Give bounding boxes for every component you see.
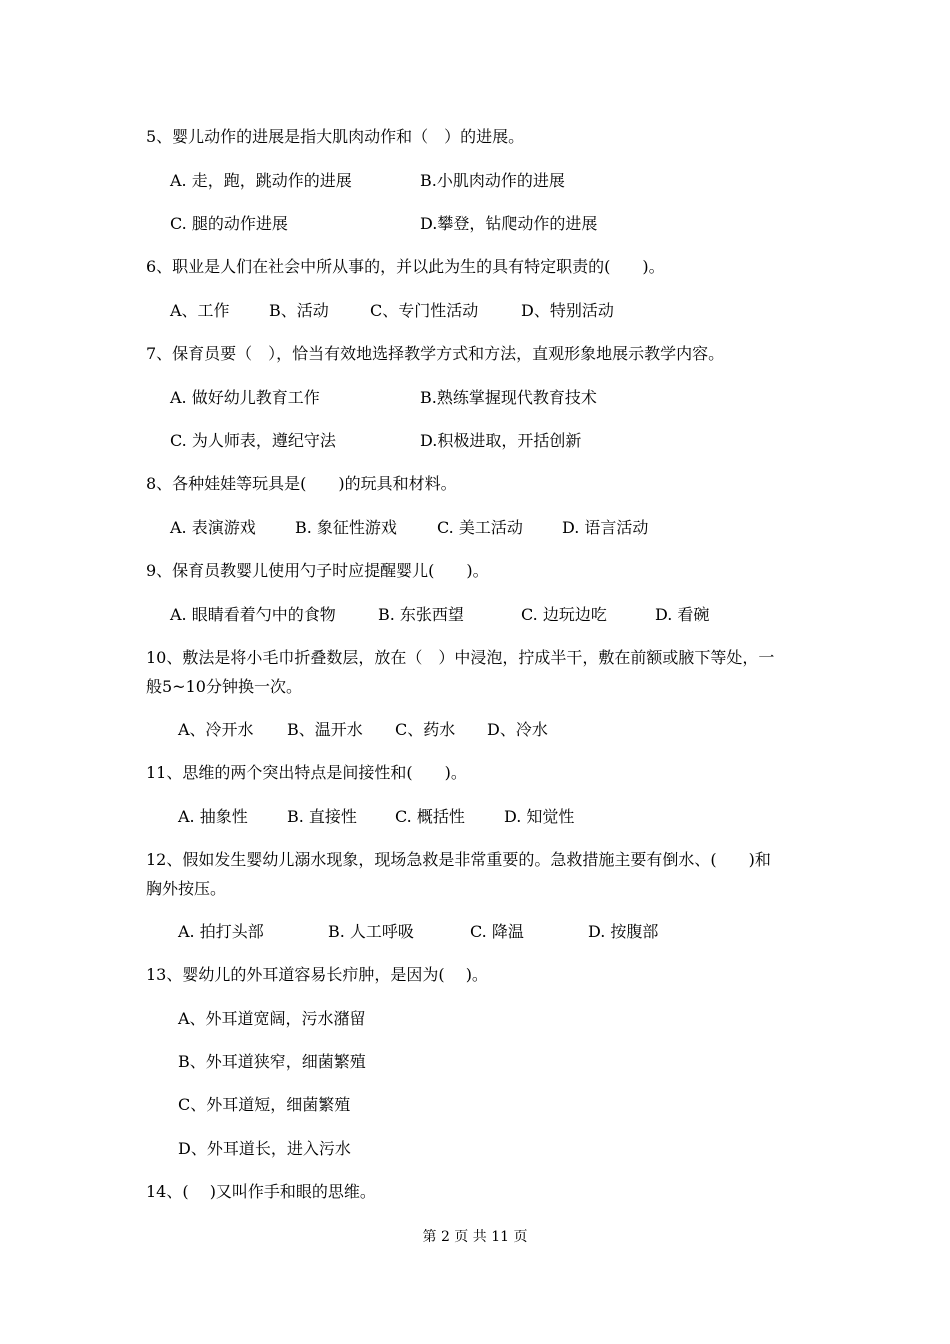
option-13a: A、外耳道宽阔，污水潴留 bbox=[178, 1009, 366, 1028]
question-6: 6、职业是人们在社会中所从事的，并以此为生的具有特定职责的( )。 bbox=[146, 257, 665, 276]
option-11c: C. 概括性 bbox=[395, 807, 465, 826]
option-5b: B.小肌肉动作的进展 bbox=[420, 171, 565, 190]
option-7c: C. 为人师表，遵纪守法 bbox=[170, 431, 336, 450]
question-12: 12、假如发生婴幼儿溺水现象，现场急救是非常重要的。急救措施主要有倒水、( )和 bbox=[146, 850, 771, 869]
option-8a: A. 表演游戏 bbox=[170, 518, 256, 537]
option-8d: D. 语言活动 bbox=[562, 518, 649, 537]
option-9c: C. 边玩边吃 bbox=[521, 605, 607, 624]
option-12a: A. 拍打头部 bbox=[178, 922, 264, 941]
option-13b: B、外耳道狭窄，细菌繁殖 bbox=[178, 1052, 366, 1071]
option-10b: B、温开水 bbox=[287, 720, 363, 739]
question-5: 5、婴儿动作的进展是指大肌肉动作和（ ）的进展。 bbox=[146, 127, 525, 146]
question-12-continued: 胸外按压。 bbox=[146, 879, 227, 898]
option-8b: B. 象征性游戏 bbox=[295, 518, 397, 537]
question-10-continued: 般5~10分钟换一次。 bbox=[146, 677, 302, 696]
option-12d: D. 按腹部 bbox=[588, 922, 659, 941]
question-11: 11、思维的两个突出特点是间接性和( )。 bbox=[146, 763, 467, 782]
option-8c: C. 美工活动 bbox=[437, 518, 523, 537]
question-8: 8、各种娃娃等玩具是( )的玩具和材料。 bbox=[146, 474, 457, 493]
option-13c: C、外耳道短，细菌繁殖 bbox=[178, 1095, 351, 1114]
option-5c: C. 腿的动作进展 bbox=[170, 214, 288, 233]
question-7: 7、保育员要（ ），恰当有效地选择教学方式和方法，直观形象地展示教学内容。 bbox=[146, 344, 725, 363]
option-6b: B、活动 bbox=[269, 301, 329, 320]
option-5d: D.攀登，钻爬动作的进展 bbox=[420, 214, 598, 233]
option-10a: A、冷开水 bbox=[178, 720, 254, 739]
option-10d: D、冷水 bbox=[487, 720, 548, 739]
option-13d: D、外耳道长，进入污水 bbox=[178, 1139, 351, 1158]
question-14: 14、( )又叫作手和眼的思维。 bbox=[146, 1182, 376, 1201]
option-9a: A. 眼睛看着勺中的食物 bbox=[170, 605, 336, 624]
option-5a: A. 走，跑，跳动作的进展 bbox=[170, 171, 352, 190]
option-7d: D.积极进取，开括创新 bbox=[420, 431, 582, 450]
option-9b: B. 东张西望 bbox=[378, 605, 464, 624]
option-7b: B.熟练掌握现代教育技术 bbox=[420, 388, 597, 407]
option-9d: D. 看碗 bbox=[655, 605, 710, 624]
option-11d: D. 知觉性 bbox=[504, 807, 575, 826]
option-6c: C、专门性活动 bbox=[370, 301, 479, 320]
option-12b: B. 人工呼吸 bbox=[328, 922, 414, 941]
question-13: 13、婴幼儿的外耳道容易长疖肿，是因为( )。 bbox=[146, 965, 488, 984]
page-number-footer: 第 2 页 共 11 页 bbox=[422, 1229, 528, 1245]
option-6a: A、工作 bbox=[170, 301, 230, 320]
option-7a: A. 做好幼儿教育工作 bbox=[170, 388, 320, 407]
option-12c: C. 降温 bbox=[470, 922, 524, 941]
option-11b: B. 直接性 bbox=[287, 807, 357, 826]
option-10c: C、药水 bbox=[395, 720, 456, 739]
question-9: 9、保育员教婴儿使用勺子时应提醒婴儿( )。 bbox=[146, 561, 489, 580]
option-11a: A. 抽象性 bbox=[178, 807, 248, 826]
option-6d: D、特别活动 bbox=[521, 301, 614, 320]
question-10: 10、敷法是将小毛巾折叠数层，放在（ ）中浸泡，拧成半干，敷在前额或腋下等处，一 bbox=[146, 648, 775, 667]
